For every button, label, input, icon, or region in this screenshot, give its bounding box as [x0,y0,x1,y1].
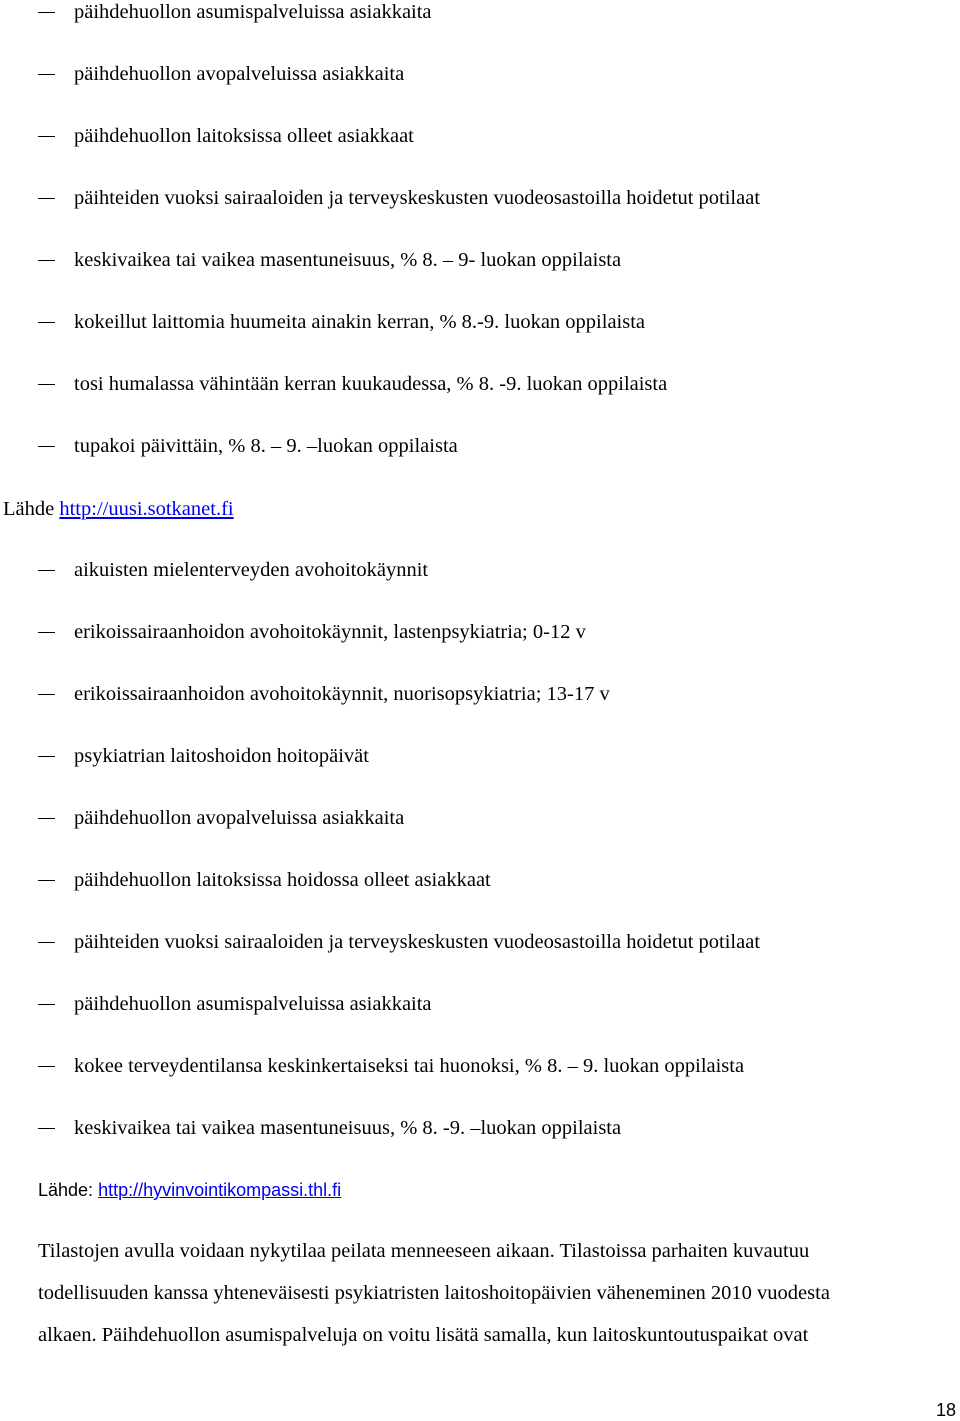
dash-bullet-icon [38,570,55,571]
dash-bullet-icon [38,756,55,757]
dash-bullet-icon [38,322,55,323]
list-item-text: päihdehuollon asumispalveluissa asiakkaita [74,993,432,1015]
dash-bullet-icon [38,136,55,137]
list-item-text: erikoissairaanhoidon avohoitokäynnit, lastenpsykiatria; 0-12 v [74,621,586,643]
paragraph-line: alkaen. Päihdehuollon asumispalveluja on voitu lisätä samalla, kun laitoskuntoutuspaikat ovat [38,1324,809,1346]
list-item-text: keskivaikea tai vaikea masentuneisuus, % 8. – 9- luokan oppilaista [74,249,622,271]
list-item-text: päihdehuollon laitoksissa hoidossa olleet asiakkaat [74,869,491,891]
list-item-text: kokee terveydentilansa keskinkertaiseksi tai huonoksi, % 8. – 9. luokan oppilaista [74,1055,745,1077]
hyvinvointikompassi-link[interactable]: http://hyvinvointikompassi.thl.fi [98,1180,342,1200]
paragraph-line: Tilastojen avulla voidaan nykytilaa peilata menneeseen aikaan. Tilastoissa parhaiten kuvautuu [38,1240,810,1262]
page-number: 18 [935,1400,956,1420]
list-item [0,930,960,992]
indicator-list-hyvinvointikompassi [0,558,960,1178]
list-item-text: keskivaikea tai vaikea masentuneisuus, % 8. -9. –luokan oppilaista [74,1117,622,1139]
list-item [0,1054,960,1116]
source-sotkanet [3,497,234,521]
source-label: Lähde: [38,1180,99,1200]
list-item [0,992,960,1054]
list-item-text: psykiatrian laitoshoidon hoitopäivät [74,745,369,767]
list-item-text: kokeillut laittomia huumeita ainakin kerran, % 8.-9. luokan oppilaista [74,311,646,333]
list-item [0,62,960,124]
paragraph-line: todellisuuden kanssa yhteneväisesti psykiatristen laitoshoitopäivien väheneminen 2010 vuodesta [38,1282,830,1304]
list-item [0,124,960,186]
source-hyvinvointikompassi [38,1178,341,1202]
dash-bullet-icon [38,632,55,633]
list-item [0,558,960,620]
dash-bullet-icon [38,880,55,881]
indicator-list-sotkanet [0,0,960,496]
list-item [0,186,960,248]
dash-bullet-icon [38,818,55,819]
list-item-text: päihdehuollon asumispalveluissa asiakkaita [74,1,432,23]
list-item [0,806,960,868]
list-item-text: päihteiden vuoksi sairaaloiden ja terveyskeskusten vuodeosastoilla hoidetut potilaat [74,931,761,953]
list-item-text: päihdehuollon laitoksissa olleet asiakkaat [74,125,414,147]
list-item-text: aikuisten mielenterveyden avohoitokäynnit [74,559,429,581]
dash-bullet-icon [38,384,55,385]
sotkanet-link[interactable]: http://uusi.sotkanet.fi [59,498,234,520]
list-item [0,310,960,372]
dash-bullet-icon [38,1128,55,1129]
list-item-text: päihdehuollon avopalveluissa asiakkaita [74,807,405,829]
dash-bullet-icon [38,694,55,695]
list-item [0,868,960,930]
list-item-text: erikoissairaanhoidon avohoitokäynnit, nuorisopsykiatria; 13-17 v [74,683,610,705]
list-item-text: päihteiden vuoksi sairaaloiden ja terveyskeskusten vuodeosastoilla hoidetut potilaat [74,187,761,209]
source-label: Lähde [3,498,60,520]
list-item [0,682,960,744]
list-item [0,0,960,62]
list-item [0,1116,960,1178]
dash-bullet-icon [38,942,55,943]
dash-bullet-icon [38,260,55,261]
list-item-text: tosi humalassa vähintään kerran kuukaudessa, % 8. -9. luokan oppilaista [74,373,668,395]
list-item [0,620,960,682]
dash-bullet-icon [38,1004,55,1005]
dash-bullet-icon [38,446,55,447]
list-item-text: tupakoi päivittäin, % 8. – 9. –luokan oppilaista [74,435,458,457]
list-item [0,434,960,496]
list-item [0,248,960,310]
body-paragraph [38,1239,960,1365]
dash-bullet-icon [38,12,55,13]
dash-bullet-icon [38,1066,55,1067]
list-item [0,744,960,806]
list-item [0,372,960,434]
dash-bullet-icon [38,74,55,75]
dash-bullet-icon [38,198,55,199]
list-item-text: päihdehuollon avopalveluissa asiakkaita [74,63,405,85]
